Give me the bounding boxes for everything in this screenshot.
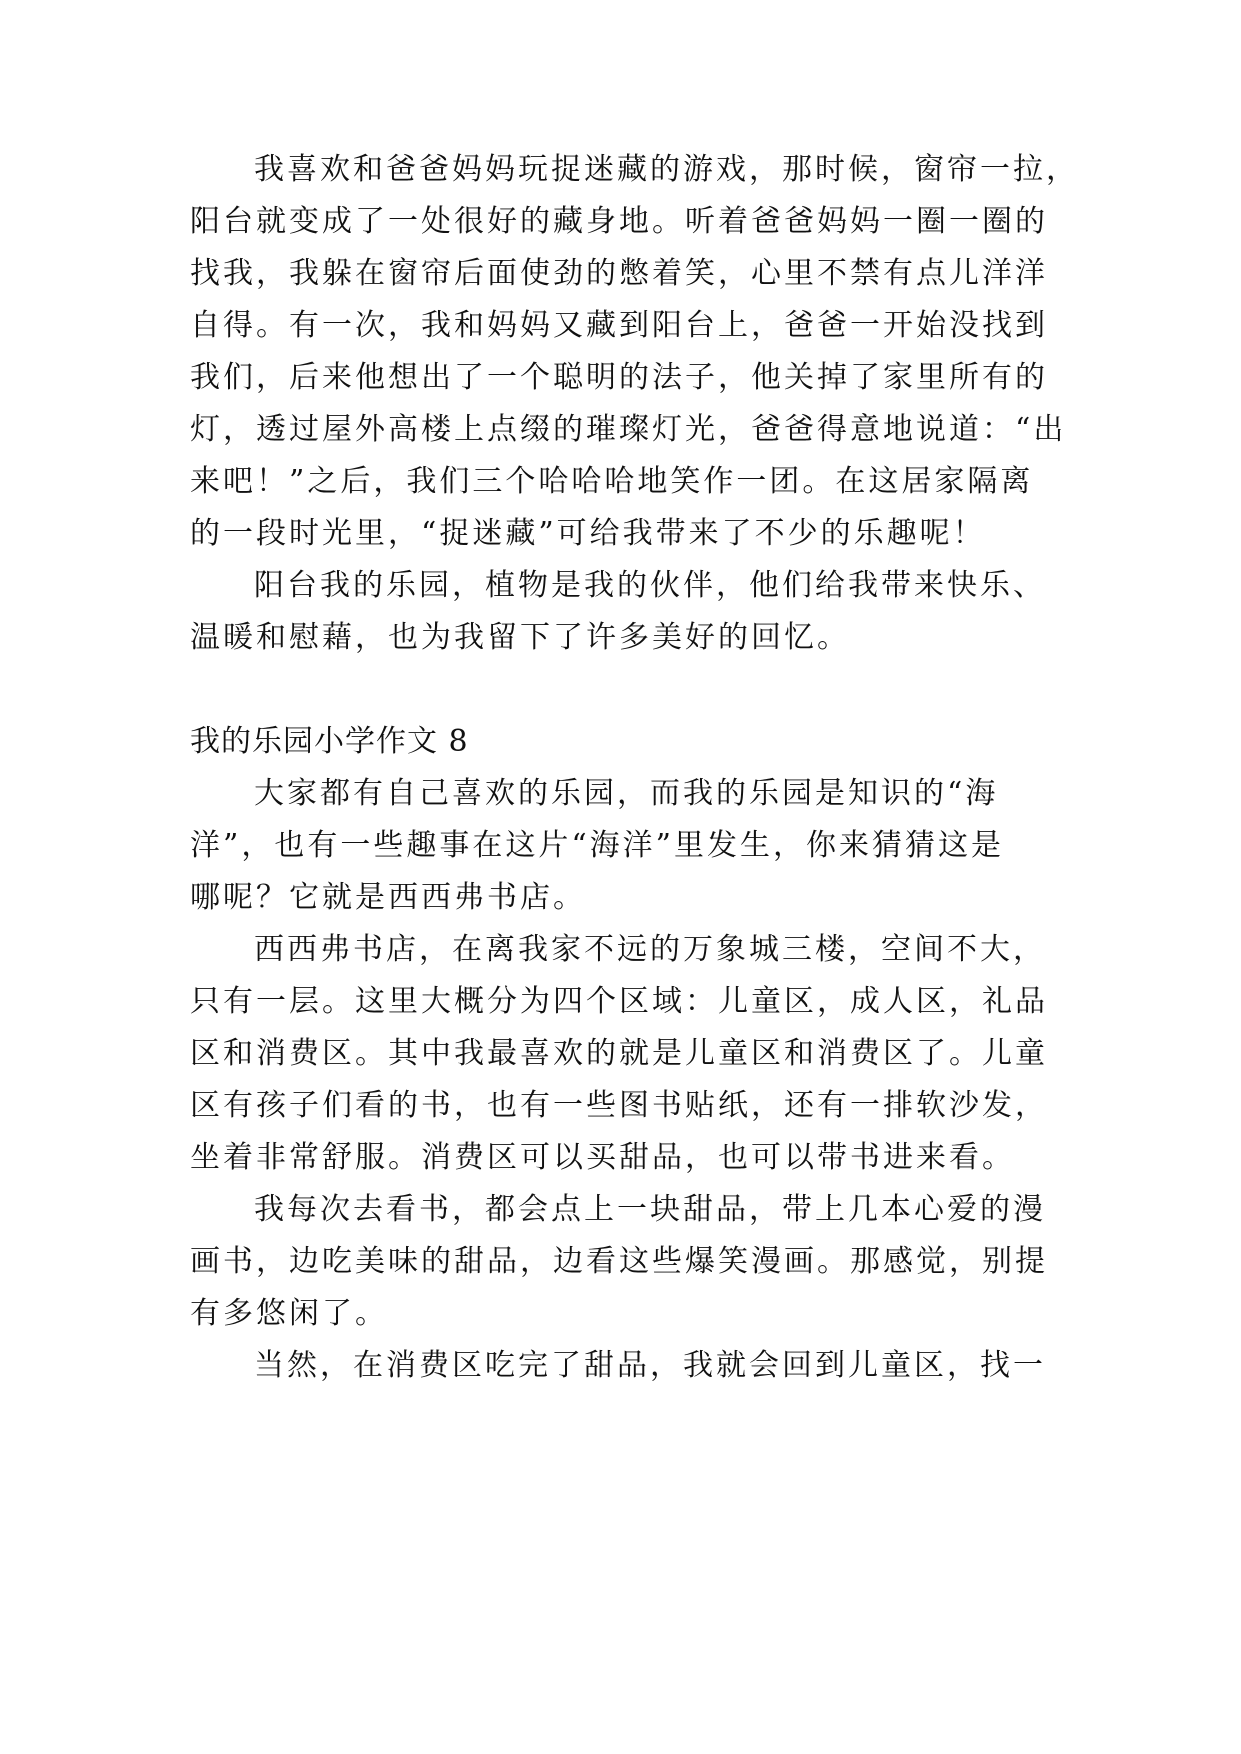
text-line: 我喜欢和爸爸妈妈玩捉迷藏的游戏，那时候，窗帘一拉， <box>254 152 1079 187</box>
text-line: 我们，后来他想出了一个聪明的法子，他关掉了家里所有的 <box>190 360 1048 395</box>
text-line: 有多悠闲了。 <box>190 1296 388 1331</box>
text-line: 坐着非常舒服。消费区可以买甜品，也可以带书进来看。 <box>190 1140 1015 1175</box>
text-line: 阳台就变成了一处很好的藏身地。听着爸爸妈妈一圈一圈的 <box>190 204 1048 239</box>
text-line: 当然，在消费区吃完了甜品，我就会回到儿童区，找一 <box>254 1348 1046 1383</box>
text-line: 的一段时光里，“捉迷藏”可给我带来了不少的乐趣呢！ <box>190 516 986 551</box>
text-line: 区和消费区。其中我最喜欢的就是儿童区和消费区了。儿童 <box>190 1036 1048 1071</box>
text-line: 温暖和慰藉，也为我留下了许多美好的回忆。 <box>190 620 850 655</box>
section-title: 我的乐园小学作文 8 <box>190 724 469 759</box>
text-line: 阳台我的乐园，植物是我的伙伴，他们给我带来快乐、 <box>254 568 1046 603</box>
text-line: 区有孩子们看的书，也有一些图书贴纸，还有一排软沙发， <box>190 1088 1048 1123</box>
text-line: 我每次去看书，都会点上一块甜品，带上几本心爱的漫 <box>254 1192 1046 1227</box>
text-line: 哪呢？它就是西西弗书店。 <box>190 880 586 915</box>
text-line: 来吧！”之后，我们三个哈哈哈地笑作一团。在这居家隔离 <box>190 464 1034 499</box>
text-line: 灯，透过屋外高楼上点缀的璀璨灯光，爸爸得意地说道：“出 <box>190 412 1067 447</box>
text-line: 只有一层。这里大概分为四个区域：儿童区，成人区，礼品 <box>190 984 1048 1019</box>
text-line: 自得。有一次，我和妈妈又藏到阳台上，爸爸一开始没找到 <box>190 308 1048 343</box>
text-line: 大家都有自己喜欢的乐园，而我的乐园是知识的“海 <box>254 776 999 811</box>
text-line: 洋”，也有一些趣事在这片“海洋”里发生，你来猜猜这是 <box>190 828 1005 863</box>
text-line: 找我，我躲在窗帘后面使劲的憋着笑，心里不禁有点儿洋洋 <box>190 256 1048 291</box>
text-line: 画书，边吃美味的甜品，边看这些爆笑漫画。那感觉，别提 <box>190 1244 1048 1279</box>
text-line: 西西弗书店，在离我家不远的万象城三楼，空间不大， <box>254 932 1046 967</box>
